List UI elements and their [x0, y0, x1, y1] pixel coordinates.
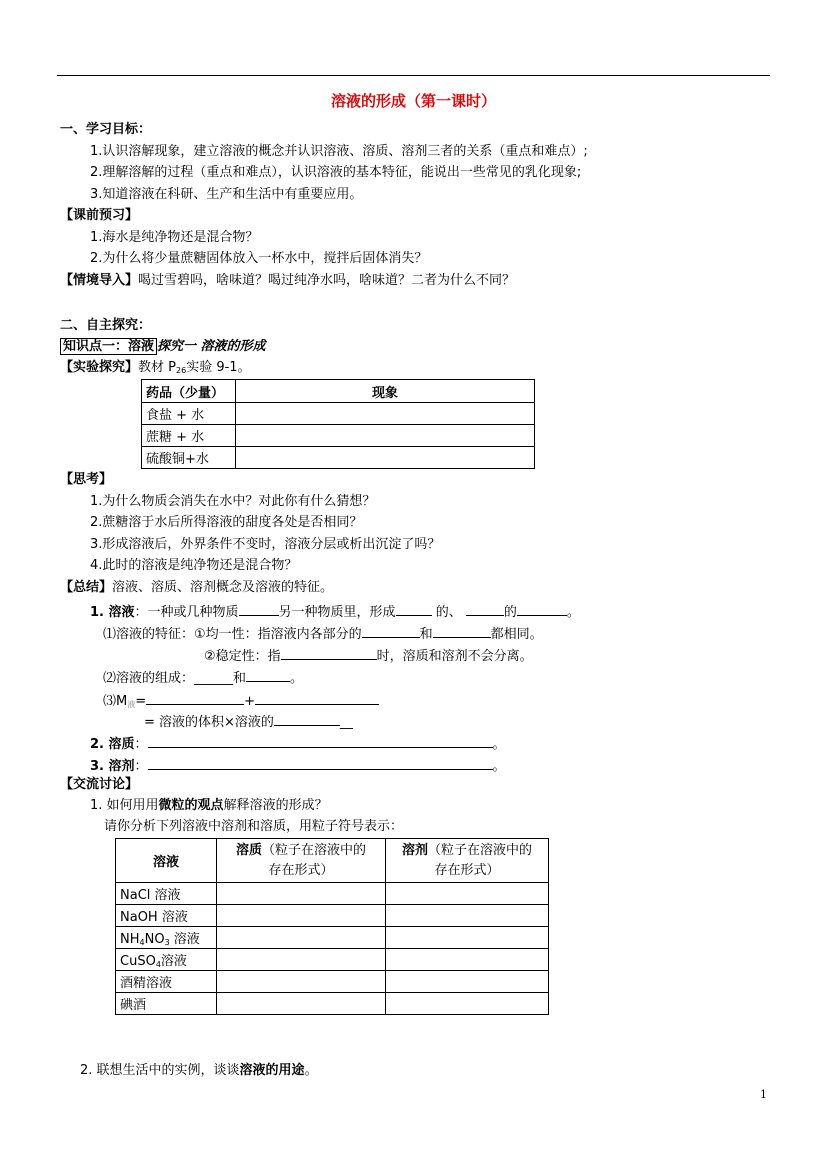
discuss-instruction: 请你分析下列溶液中溶剂和溶质，用粒子符号表示： — [104, 819, 404, 834]
page-number: 1 — [760, 1088, 767, 1101]
discuss-q2-end: 。 — [304, 1063, 318, 1078]
preview-q1: 1.海水是纯净物还是混合物？ — [90, 230, 259, 245]
think-q1: 1.为什么物质会消失在水中？对此你有什么猜想？ — [90, 494, 376, 509]
composition-end: 。 — [290, 671, 304, 686]
sol-row-nh4no3-sub2: 3 — [164, 938, 170, 947]
sol-cell-solvent[interactable] — [386, 993, 549, 1015]
preview-q2: 2.为什么将少量蔗糖固体放入一杯水中，搅拌后固体消失？ — [90, 251, 428, 266]
blank-1[interactable] — [239, 601, 279, 616]
discuss-q2-bold: 溶液的用途 — [239, 1063, 305, 1078]
feature-1-end: 都相同。 — [490, 627, 543, 642]
exp-cell-cuso4[interactable] — [236, 447, 535, 469]
solute-label: 2. 溶质 — [90, 737, 135, 752]
blank-6[interactable] — [433, 623, 491, 638]
composition-text: ⑵溶液的组成：______和 — [103, 671, 247, 686]
intro-text: 喝过雪碧吗，啥味道？喝过纯净水吗，啥味道？二者为什么不同？ — [138, 273, 516, 288]
solvent-colon: ： — [134, 759, 148, 774]
sol-row-naoh — [116, 905, 217, 927]
sol-cell-solute[interactable] — [217, 949, 386, 971]
volume-line — [144, 711, 353, 732]
sol-row-nacl — [116, 883, 217, 905]
experiment-table — [141, 379, 535, 469]
sol-row-nh4no3-b: NO — [144, 932, 165, 947]
mass-eq: = — [135, 694, 147, 709]
blank-4[interactable] — [517, 601, 567, 616]
sol-cell-solvent[interactable] — [386, 905, 549, 927]
definition-line — [90, 601, 580, 622]
feature-line-2 — [204, 645, 533, 666]
exp-header-phenomenon: 现象 — [236, 380, 535, 403]
solvent-line — [90, 755, 506, 776]
sol-header-solvent-line2: 存在形式） — [434, 862, 500, 878]
blank-5[interactable] — [362, 623, 420, 638]
experiment-page-sub: 26 — [176, 366, 187, 375]
definition-part-d: 的 — [503, 605, 517, 620]
definition-part-c: 的、 — [435, 605, 462, 620]
feature-2-end: 时，溶质和溶剂不会分离。 — [376, 649, 533, 664]
knowledge-topic: 探究一 溶液的形成 — [157, 339, 266, 354]
discuss-q2-a: 2. 联想生活中的实例，谈谈 — [80, 1063, 240, 1078]
blank-10[interactable] — [255, 690, 379, 705]
sol-header-solvent-bold: 溶剂 — [401, 842, 428, 858]
experiment-text-end: 实验 9-1。 — [186, 360, 251, 375]
mass-sub: 液 — [127, 700, 136, 709]
sol-row-cuso4-sub: 4 — [155, 960, 161, 969]
preview-heading: 【课前预习】 — [60, 208, 139, 223]
feature-2-text: ②稳定性：指 — [204, 649, 281, 664]
page-title: 溶液的形成（第一课时） — [330, 92, 496, 110]
experiment-text: 教材 P — [138, 360, 176, 375]
think-q3: 3.形成溶液后，外界条件不变时，溶液分层或析出沉淀了吗？ — [90, 537, 441, 552]
volume-end: __ — [339, 715, 353, 730]
sol-cell-solvent[interactable] — [386, 971, 549, 993]
sol-row-alcohol: 酒精溶液 — [116, 971, 217, 993]
sol-cell-solute[interactable] — [217, 883, 386, 905]
sol-row-cuso4-word: 溶液 — [160, 954, 187, 969]
sol-row-cuso4-a: CuSO — [120, 954, 156, 969]
section2-heading: 二、自主探究： — [60, 318, 152, 333]
sol-header-solute-rest: （粒子在溶液中的 — [262, 842, 367, 858]
discuss-heading: 【交流讨论】 — [60, 777, 139, 792]
sol-cell-solute[interactable] — [217, 993, 386, 1015]
objective-2: 2.理解溶解的过程（重点和难点），认识溶液的基本特征，能说出一些常见的乳化现象; — [90, 165, 582, 180]
discuss-q2 — [80, 1062, 318, 1080]
blank-7[interactable] — [281, 645, 377, 660]
sol-row-nh4no3 — [116, 927, 217, 949]
sol-cell-solvent[interactable] — [386, 927, 549, 949]
table-row — [116, 971, 549, 993]
solute-end: 。 — [492, 737, 506, 752]
table-row — [116, 949, 549, 971]
feature-1-text: ⑴溶液的特征：①均一性：指溶液内各部分的 — [103, 627, 362, 642]
knowledge-line — [60, 338, 266, 356]
summary-text: 溶液、溶质、溶剂概念及溶液的特征。 — [112, 580, 334, 595]
sol-row-iodine: 碘酒 — [116, 993, 217, 1015]
definition-label: 1. 溶液 — [90, 605, 135, 620]
header-rule — [57, 75, 770, 76]
discuss-q1-b: 解释溶液的形成？ — [223, 798, 328, 813]
discuss-q1-bold: 微粒的观点 — [158, 798, 224, 813]
summary-heading: 【总结】 — [60, 580, 113, 595]
blank-13[interactable] — [148, 755, 493, 770]
table-row — [116, 883, 549, 905]
solute-colon: ： — [134, 737, 148, 752]
knowledge-label: 知识点一：溶液 — [60, 338, 157, 355]
discuss-q1-a: 1. 如何用用 — [90, 798, 159, 813]
blank-3[interactable] — [466, 601, 504, 616]
think-heading: 【思考】 — [60, 472, 113, 487]
discuss-q1 — [90, 797, 328, 815]
sol-header-solvent — [386, 839, 549, 883]
sol-header-solute-line2: 存在形式） — [268, 862, 334, 878]
sol-row-cuso4 — [116, 949, 217, 971]
objective-1: 1.认识溶解现象，建立溶液的概念并认识溶液、溶质、溶剂三者的关系（重点和难点）; — [90, 144, 588, 159]
blank-9[interactable] — [146, 690, 244, 705]
blank-11[interactable] — [274, 711, 340, 726]
definition-part-b: 另一种物质里，形成 — [278, 605, 396, 620]
feature-1-and: 和 — [419, 627, 433, 642]
feature-line-1 — [103, 623, 543, 644]
summary-line — [60, 579, 333, 597]
composition-line — [103, 667, 303, 688]
sol-row-nacl-word: 溶液 — [150, 888, 181, 903]
mass-label: ⑶M — [103, 694, 128, 709]
exp-cell-sugar[interactable] — [236, 425, 535, 447]
solvent-end: 。 — [492, 759, 506, 774]
experiment-heading: 【实验探究】 — [60, 360, 139, 375]
table-row — [116, 993, 549, 1015]
sol-cell-solute[interactable] — [217, 905, 386, 927]
sol-row-naoh-word: 溶液 — [157, 910, 188, 925]
exp-header-reagent: 药品（少量） — [142, 380, 236, 403]
sol-header-solute — [217, 839, 386, 883]
definition-part-a: ：一种或几种物质 — [134, 605, 239, 620]
sol-cell-solvent[interactable] — [386, 949, 549, 971]
objective-3: 3.知道溶液在科研、生产和生活中有重要应用。 — [90, 187, 363, 202]
blank-8[interactable] — [246, 667, 290, 682]
solute-line — [90, 733, 506, 754]
exp-row-cuso4: 硫酸铜+水 — [142, 447, 236, 469]
sol-header-solution: 溶液 — [116, 839, 217, 883]
think-q2: 2.蔗糖溶于水后所得溶液的甜度各处是否相同？ — [90, 515, 363, 530]
think-q4: 4.此时的溶液是纯净物还是混合物？ — [90, 558, 298, 573]
sol-header-solute-bold: 溶质 — [235, 842, 262, 858]
sol-cell-solvent[interactable] — [386, 883, 549, 905]
solution-table — [115, 838, 549, 1015]
sol-row-naoh-formula: NaOH — [120, 910, 158, 925]
exp-row-sugar: 蔗糖 + 水 — [142, 425, 236, 447]
volume-text: = 溶液的体积×溶液的 — [144, 715, 274, 730]
sol-row-nh4no3-a: NH — [120, 932, 140, 947]
exp-cell-salt[interactable] — [236, 403, 535, 425]
intro-heading: 【情境导入】 — [60, 273, 139, 288]
sol-header-solvent-rest: （粒子在溶液中的 — [428, 842, 533, 858]
table-row — [116, 905, 549, 927]
blank-12[interactable] — [148, 733, 493, 748]
experiment-line — [60, 359, 251, 380]
blank-2[interactable] — [396, 601, 432, 616]
exp-row-salt: 食盐 + 水 — [142, 403, 236, 425]
mass-plus: + — [244, 694, 256, 709]
section1-heading: 一、学习目标： — [60, 122, 152, 137]
sol-row-nacl-formula: NaCl — [120, 888, 151, 903]
solvent-label: 3. 溶剂 — [90, 759, 135, 774]
sol-row-nh4no3-sub1: 4 — [139, 938, 145, 947]
definition-end: 。 — [566, 605, 580, 620]
sol-cell-solute[interactable] — [217, 971, 386, 993]
sol-cell-solute[interactable] — [217, 927, 386, 949]
intro-line — [60, 272, 515, 290]
sol-row-nh4no3-word: 溶液 — [169, 932, 200, 947]
table-row — [116, 927, 549, 949]
